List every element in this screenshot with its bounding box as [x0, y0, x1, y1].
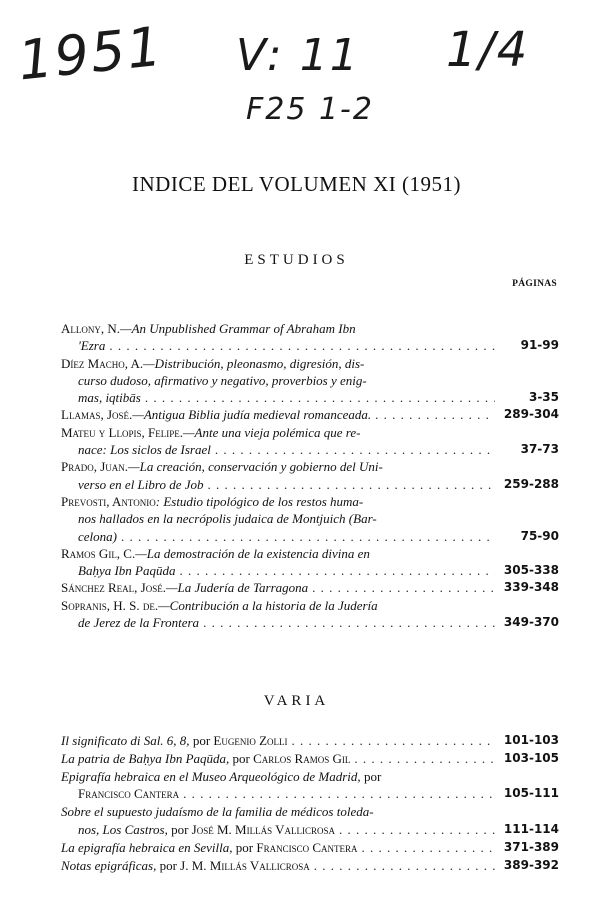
entry-title-text: —La demostración de la existencia divina en [135, 545, 370, 561]
entry-title-text: curso dudoso, afirmativo y negativo, proverbios y enig- [78, 372, 367, 388]
handwritten-volume: V: 11 [236, 30, 360, 81]
entry-segment: La patria de Baḥya Ibn Paqūda, [61, 750, 230, 766]
entry-text [78, 821, 335, 839]
entry-segment: Millás Vallicrosa [209, 857, 310, 873]
list-item [61, 732, 559, 750]
entry-text [61, 406, 371, 423]
leader-dots [292, 732, 495, 750]
entry-pages: 75-90 [520, 528, 559, 543]
entry-line [61, 768, 559, 786]
leader-dots [314, 857, 495, 875]
entry-line [61, 803, 559, 821]
entry-text [61, 355, 364, 372]
entry-line [61, 441, 559, 458]
entry-line [61, 839, 559, 857]
entry-line [61, 355, 559, 372]
entry-segment: Il significato di Sal. 6, 8, [61, 733, 190, 748]
entry-pages: 105-111 [503, 786, 559, 801]
entry-pages: 111-114 [503, 821, 559, 836]
entry-segment: por [232, 839, 257, 855]
entry-line [61, 614, 559, 631]
entry-text [61, 857, 310, 875]
list-item [61, 750, 559, 768]
entry-line [61, 785, 559, 803]
entry-segment: por [360, 768, 382, 784]
entry-segment: por [167, 821, 192, 837]
entry-line [61, 562, 559, 579]
entry-segment: Eugenio Zolli [213, 733, 288, 748]
entry-author: Díez Macho, A. [61, 355, 144, 371]
entry-line [61, 372, 559, 389]
entry-title-text: 'Ezra [78, 338, 106, 354]
entry-text [78, 528, 117, 545]
leader-dots [215, 441, 495, 458]
entry-title-text: nace: Los siclos de Israel [78, 442, 211, 458]
entry-author: Ramos Gil, C. [61, 545, 136, 561]
entry-pages: 103-105 [503, 750, 559, 765]
entry-title-text: nos hallados en la necrópolis judaica de Montjuich (Bar- [78, 511, 377, 527]
entry-author: Sopranis, H. S. de. [61, 597, 159, 613]
entry-author: Llamas, José. [61, 407, 133, 423]
entry-text [61, 732, 288, 750]
entry-line [61, 750, 559, 768]
list-item [61, 424, 559, 459]
entry-title-text: : Estudio tipológico de los restos huma- [155, 493, 364, 509]
entry-text [78, 785, 179, 803]
entry-segment: por [189, 733, 214, 748]
pages-column-label: PÁGINAS [512, 279, 557, 289]
list-item [61, 579, 559, 596]
entry-pages: 91-99 [520, 338, 559, 353]
entry-line [61, 597, 559, 614]
entry-segment: José M. Millás Vallicrosa [191, 821, 336, 837]
entry-pages: 289-304 [503, 407, 559, 422]
section-heading-estudios: ESTUDIOS [244, 252, 349, 268]
list-item [61, 597, 559, 632]
list-item [61, 839, 559, 857]
list-item [61, 803, 559, 839]
entry-title-text: Baḥya Ibn Paqūda [78, 563, 176, 579]
entry-author: Mateu y Llopis, Felipe. [61, 424, 183, 440]
entry-line [61, 320, 559, 337]
entry-text [61, 493, 363, 510]
entry-text [78, 389, 141, 406]
entry-title-text: —Antigua Biblia judía medieval romanceada. [132, 407, 372, 423]
entry-title-text: de Jerez de la Frontera [78, 615, 200, 631]
leader-dots [183, 785, 495, 803]
entry-author: Allony, N. [61, 321, 121, 336]
entry-segment: Sobre el supuesto judaísmo de la familia de médicos toleda- [61, 804, 374, 820]
entry-line [61, 528, 559, 545]
entry-segment: Francisco Cantera [256, 839, 358, 855]
entry-title-text: —La Judería de Tarragona [165, 580, 309, 596]
entry-text [61, 545, 370, 562]
list-item [61, 406, 559, 423]
entry-title-text: mas, iqtibās [78, 390, 141, 406]
entry-text [61, 579, 308, 596]
entry-text [61, 424, 360, 441]
leader-dots [208, 476, 495, 493]
entry-text [78, 562, 175, 579]
leader-dots [339, 821, 495, 839]
entry-line [61, 510, 559, 527]
entry-pages: 259-288 [503, 476, 559, 491]
entry-segment: por [229, 750, 254, 766]
list-item [61, 545, 559, 580]
entry-author: Sánchez Real, José. [61, 580, 166, 596]
entry-pages: 37-73 [520, 442, 559, 457]
entry-segment: Notas epigráficas, [61, 857, 157, 873]
list-item [61, 493, 559, 545]
list-item [61, 768, 559, 804]
handwritten-number: 1/4 [446, 22, 530, 78]
entry-author: Prado, Juan. [61, 459, 129, 475]
entry-title-text: —La creación, conservación y gobierno del Uni- [128, 459, 383, 475]
entry-pages: 389-392 [503, 857, 559, 872]
leader-dots [312, 579, 495, 596]
entry-text [78, 614, 199, 631]
entry-text [78, 510, 377, 527]
section-heading-varia: VARIA [263, 693, 330, 709]
entry-text [61, 768, 381, 786]
entry-pages: 349-370 [503, 615, 559, 630]
entry-text [78, 441, 211, 458]
list-item [61, 320, 559, 355]
entry-title-text: verso en el Libro de Job [78, 476, 204, 492]
entry-pages: 371-389 [503, 839, 559, 854]
entry-text [78, 337, 105, 354]
handwritten-reference: F25 1-2 [246, 92, 374, 127]
leader-dots [121, 528, 495, 545]
entry-line [61, 545, 559, 562]
entry-line [61, 493, 559, 510]
entry-line [61, 476, 559, 493]
entry-line [61, 579, 559, 596]
entry-segment: por J. M. [156, 857, 210, 873]
leader-dots [362, 839, 495, 857]
entry-text [61, 750, 350, 768]
entry-segment: Francisco Cantera [78, 786, 180, 802]
leader-dots [109, 337, 495, 354]
entry-text [61, 597, 378, 614]
list-item [61, 857, 559, 875]
entry-title-text: —Distribución, pleonasmo, digresión, dis- [143, 355, 365, 371]
entry-line [61, 337, 559, 354]
leader-dots [145, 389, 495, 406]
estudios-list [61, 320, 559, 631]
entry-pages: 339-348 [503, 580, 559, 595]
entry-text [78, 476, 204, 493]
entry-line [61, 821, 559, 839]
varia-list [61, 732, 559, 874]
entry-text [61, 320, 356, 337]
handwritten-year: 1951 [15, 14, 167, 93]
leader-dots [179, 562, 495, 579]
leader-dots [375, 406, 495, 423]
entry-title-text: —Contribución a la historia de la Judería [158, 597, 378, 613]
entry-line [61, 406, 559, 423]
entry-segment: La epigrafía hebraica en Sevilla, [61, 839, 233, 855]
entry-text [78, 372, 367, 389]
entry-text [61, 839, 358, 857]
entry-line [61, 424, 559, 441]
entry-line [61, 458, 559, 475]
leader-dots [203, 614, 495, 631]
entry-pages: 101-103 [503, 733, 559, 747]
entry-title-text: celona) [78, 528, 117, 544]
entry-author: Prevosti, Antonio [61, 493, 156, 509]
entry-line [61, 732, 559, 750]
entry-text [61, 803, 374, 821]
entry-pages: 305-338 [503, 563, 559, 578]
entry-text [61, 458, 383, 475]
list-item [61, 355, 559, 407]
list-item [61, 458, 559, 493]
entry-segment: Epigrafía hebraica en el Museo Arqueológico de Madrid, [61, 768, 361, 784]
entry-segment: Carlos Ramos Gil [253, 750, 351, 766]
page-title: INDICE DEL VOLUMEN XI (1951) [132, 172, 461, 196]
entry-line [61, 857, 559, 875]
entry-pages: 3-35 [528, 390, 559, 405]
entry-title-text: —An Unpublished Grammar of Abraham Ibn [120, 321, 356, 336]
entry-segment: nos, Los Castros, [78, 821, 168, 837]
entry-title-text: —Ante una vieja polémica que re- [182, 424, 361, 440]
entry-line [61, 389, 559, 406]
leader-dots [354, 750, 495, 768]
